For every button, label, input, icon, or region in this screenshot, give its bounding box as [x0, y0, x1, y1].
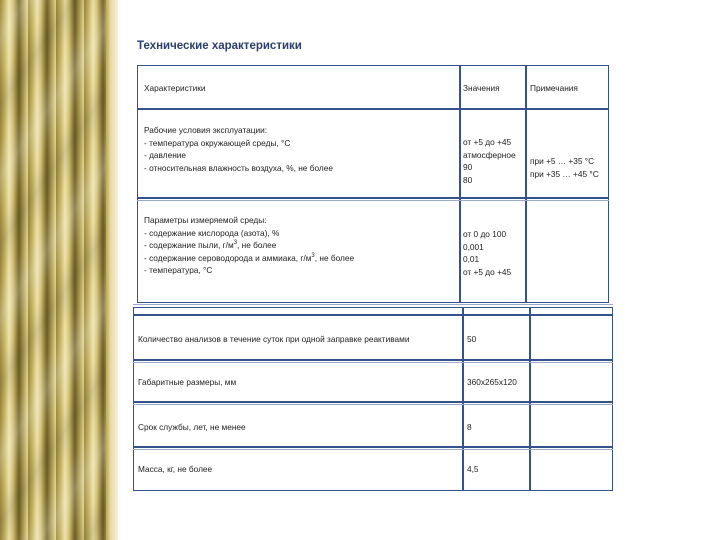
row2-label: Параметры измеряемой среды: - содержание кислорода (азота), % - содержание пыли, $г/м^3$, не более - содержание сероводорода и аммиака, $г/м^3$, не более - температура, °C — [144, 215, 355, 275]
row-mass-label: Масса, кг, не более — [138, 464, 213, 474]
row-dimensions-label: Габаритные размеры, мм — [138, 377, 237, 387]
row-mass-value: 4,5 — [467, 464, 479, 474]
row1-label: Рабочие условия эксплуатации: - температура окружающей среды, °C - давление - относительная влажность воздуха, %, не более — [144, 125, 333, 173]
row-analyses-label: Количество анализов в течение суток при одной заправке реактивами — [138, 334, 410, 344]
page-title: Технические характеристики — [137, 40, 302, 52]
row1-values: от +5 до +45 атмосферное 90 80 — [463, 137, 516, 185]
row-dimensions-value: 360х265х120 — [467, 377, 517, 387]
header-characteristics: Характеристики — [144, 83, 206, 93]
row1-notes: при +5 … +35 °C при +35 … +45 °C — [530, 156, 599, 179]
row-service-life-value: 8 — [467, 422, 472, 432]
row2-values: от 0 до 100 0,001 0,01 от +5 до +45 — [463, 229, 512, 277]
row-analyses-value: 50 — [467, 334, 477, 344]
decorative-gold-sidebar — [0, 0, 118, 540]
sidebar-edge — [106, 0, 118, 540]
row-service-life-label: Срок службы, лет, не менее — [138, 422, 246, 432]
header-notes: Примечания — [530, 83, 578, 93]
header-values: Значения — [463, 83, 500, 93]
